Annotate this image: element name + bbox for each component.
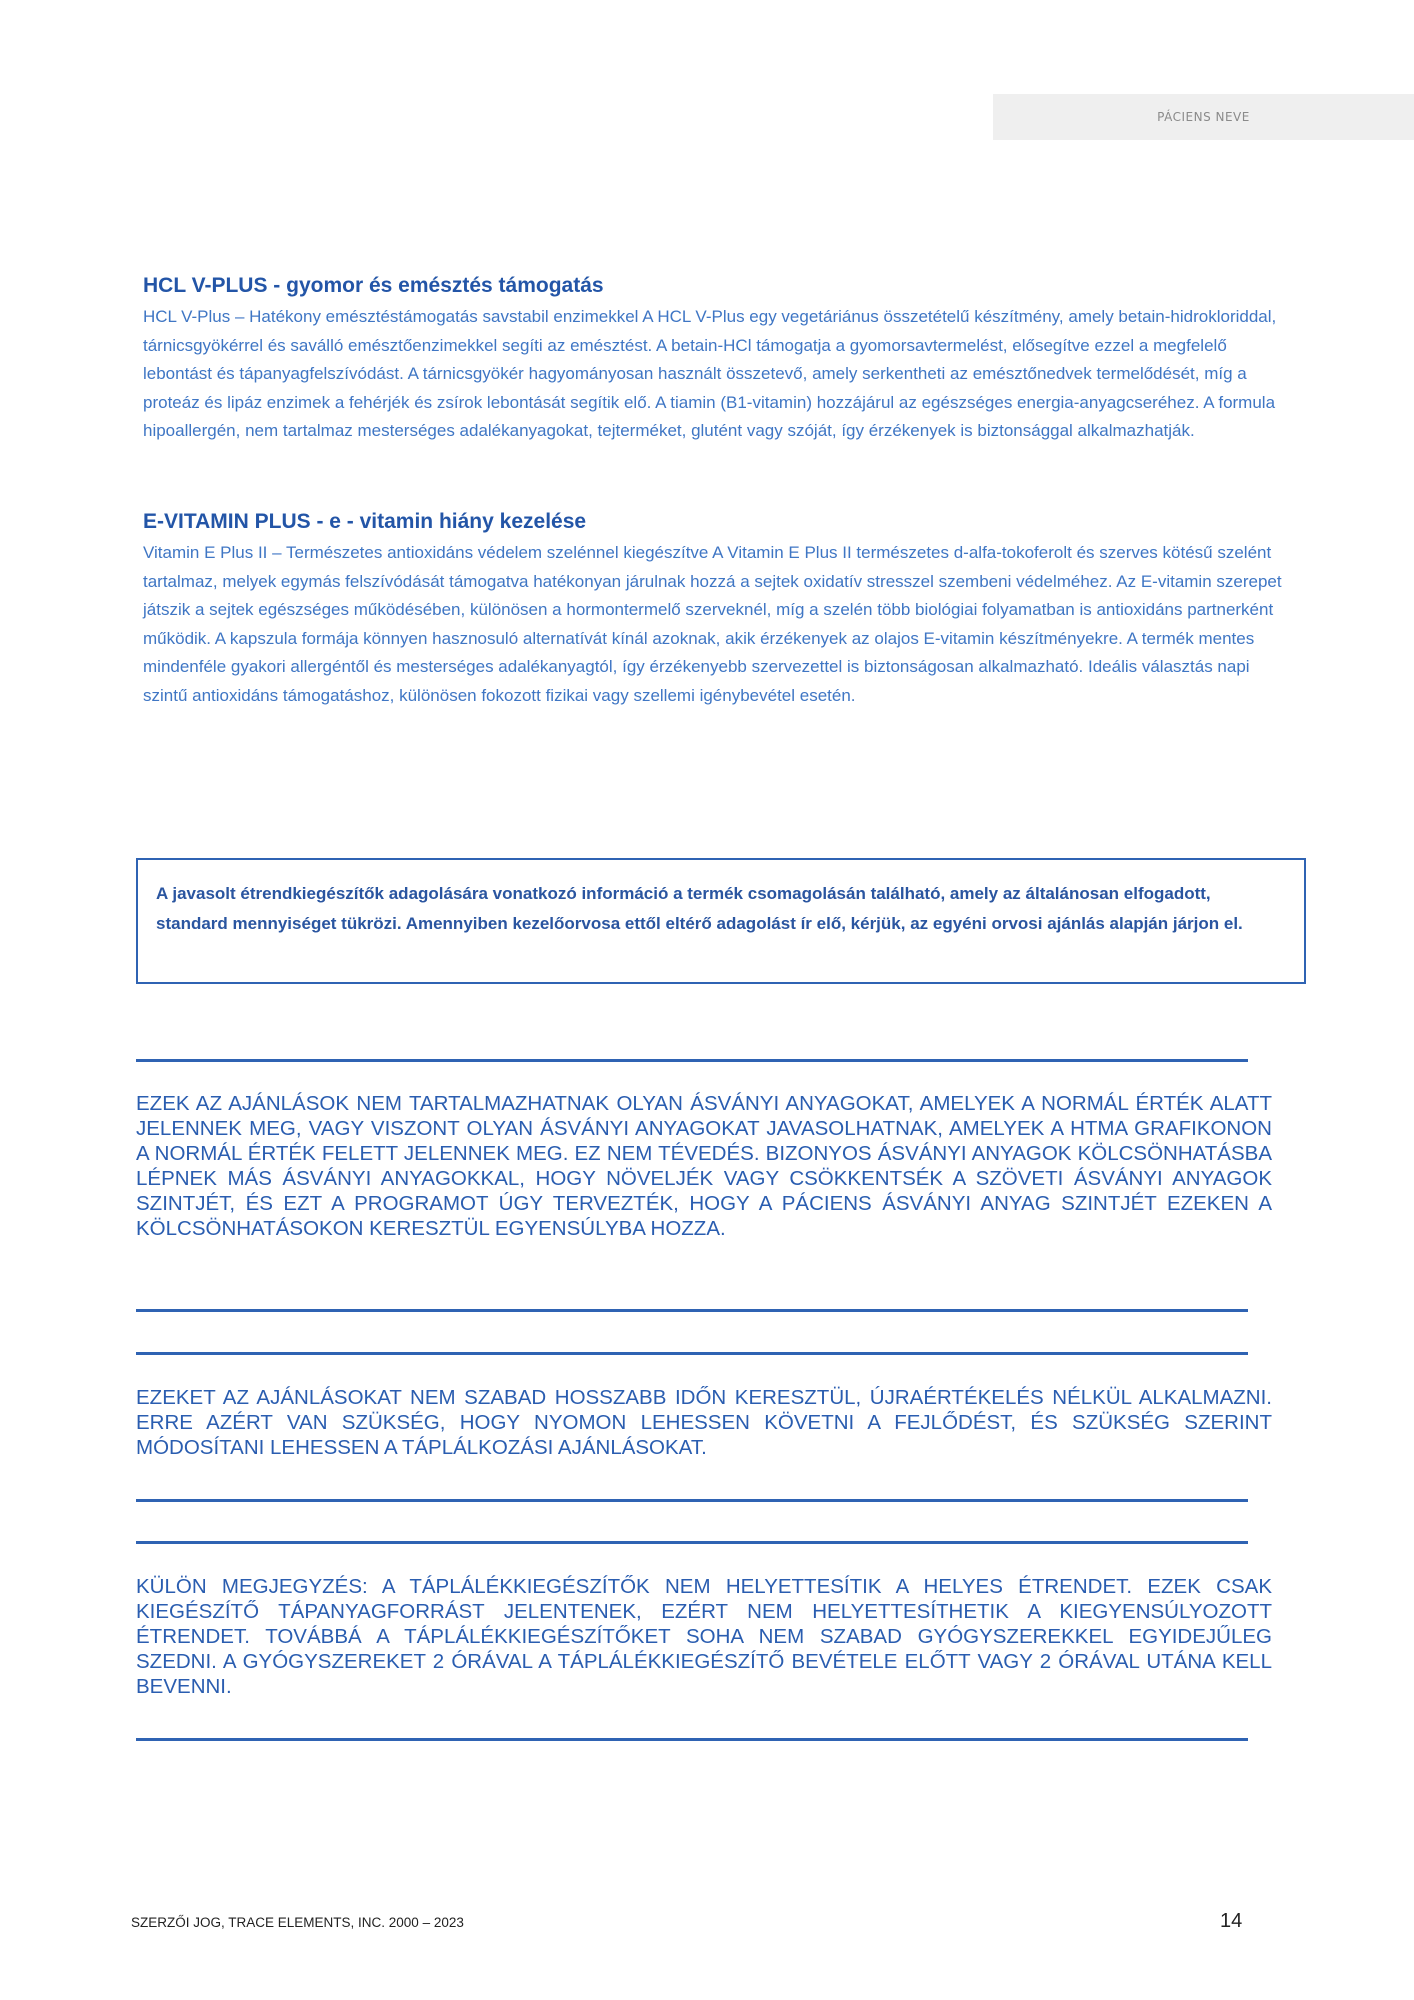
divider-line bbox=[136, 1352, 1248, 1355]
dosage-notice-text: A javasolt étrendkiegészítők adagolására vonatkozó információ a termék csomagolásán található, amely az általánosan elfogadott, standard mennyiséget tükrözi. Amennyiben kezelőorvosa ettől eltérő adagolást ír elő, kérjük, az egyéni orvosi ajánlás alapján járjon el. bbox=[156, 884, 1243, 933]
dosage-notice-box bbox=[136, 858, 1306, 984]
product-title: E-VITAMIN PLUS - e - vitamin hiány kezelése bbox=[143, 510, 587, 533]
page-number: 14 bbox=[1220, 1910, 1243, 1932]
product-description: Vitamin E Plus II – Természetes antioxidáns védelem szelénnel kiegészítve A Vitamin E Plus II természetes d-alfa-tokoferolt és szerves kötésű szelént tartalmaz, melyek egymás felszívódását támogatva hatékonyan járulnak hozzá a sejtek oxidatív stresszel szembeni védelméhez. Az E-vitamin szerepet játszik a sejtek egészséges működésében, különösen a hormontermelő szerveknél, míg a szelén több biológiai folyamatban is antioxidáns partnerként működik. A kapszula formája könnyen hasznosuló alternatívát kínál azoknak, akik érzékenyek az olajos E-vitamin készítményekre. A termék mentes mindenféle gyakori allergéntől és mesterséges adalékanyagtól, így érzékenyebb szervezettel is biztonságosan alkalmazható. Ideális választás napi szintű antioxidáns támogatáshoz, különösen fokozott fizikai vagy szellemi igénybevétel esetén. bbox=[143, 543, 1282, 705]
patient-name-label: PÁCIENS NEVE bbox=[993, 94, 1414, 140]
divider-line bbox=[136, 1541, 1248, 1544]
divider-line bbox=[136, 1499, 1248, 1502]
disclaimer-reevaluation: EZEKET AZ AJÁNLÁSOKAT NEM SZABAD HOSSZABB IDŐN KERESZTÜL, ÚJRAÉRTÉKELÉS NÉLKÜL ALKALMAZNI. ERRE AZÉRT VAN SZÜKSÉG, HOGY NYOMON LEHESSEN KÖVETNI A FEJLŐDÉST, ÉS SZÜKSÉG SZERINT MÓDOSÍTANI LEHESSEN A TÁPLÁLKOZÁSI AJÁNLÁSOKAT. bbox=[136, 1386, 1272, 1459]
divider-line bbox=[136, 1059, 1248, 1062]
copyright-notice: SZERZŐI JOG, TRACE ELEMENTS, INC. 2000 – 2023 bbox=[131, 1915, 464, 1930]
product-section-hcl-v-plus bbox=[143, 274, 1283, 446]
divider-line bbox=[136, 1309, 1248, 1312]
product-section-e-vitamin-plus bbox=[143, 510, 1283, 710]
product-title: HCL V-PLUS - gyomor és emésztés támogatás bbox=[143, 274, 604, 297]
divider-line bbox=[136, 1738, 1248, 1741]
disclaimer-htma-interactions: EZEK AZ AJÁNLÁSOK NEM TARTALMAZHATNAK OLYAN ÁSVÁNYI ANYAGOKAT, AMELYEK A NORMÁL ÉRTÉK ALATT JELENNEK MEG, VAGY VISZONT OLYAN ÁSVÁNYI ANYAGOKAT JAVASOLHATNAK, AMELYEK A HTMA GRAFIKONON A NORMÁL ÉRTÉK FELETT JELENNEK MEG. EZ NEM TÉVEDÉS. BIZONYOS ÁSVÁNYI ANYAGOK KÖLCSÖNHATÁSBA LÉPNEK MÁS ÁSVÁNYI ANYAGOKKAL, HOGY NÖVELJÉK VAGY CSÖKKENTSÉK A SZÖVETI ÁSVÁNYI ANYAGOK SZINTJÉT, ÉS EZT A PROGRAMOT ÚGY TERVEZTÉK, HOGY A PÁCIENS ÁSVÁNYI ANYAG SZINTJÉT EZEKEN A KÖLCSÖNHATÁSOKON KERESZTÜL EGYENSÚLYBA HOZZA. bbox=[136, 1092, 1272, 1240]
product-description: HCL V-Plus – Hatékony emésztéstámogatás savstabil enzimekkel A HCL V-Plus egy vegetáriánus összetételű készítmény, amely betain-hidrokloriddal, tárnicsgyökérrel és saválló emésztőenzimekkel segíti az emésztést. A betain-HCl támogatja a gyomorsavtermelést, elősegítve ezzel a megfelelő lebontást és tápanyagfelszívódást. A tárnicsgyökér hagyományosan használt összetevő, amely serkentheti az emésztőnedvek termelődését, míg a proteáz és lipáz enzimek a fehérjék és zsírok lebontását segítik elő. A tiamin (B1-vitamin) hozzájárul az egészséges energia-anyagcseréhez. A formula hipoallergén, nem tartalmaz mesterséges adalékanyagokat, tejterméket, glutént vagy szóját, így érzékenyek is biztonsággal alkalmazhatják. bbox=[143, 307, 1277, 440]
disclaimer-special-note: KÜLÖN MEGJEGYZÉS: A TÁPLÁLÉKKIEGÉSZÍTŐK NEM HELYETTESÍTIK A HELYES ÉTRENDET. EZEK CSAK KIEGÉSZÍTŐ TÁPANYAGFORRÁST JELENTENEK, EZÉRT NEM HELYETTESÍTHETIK A KIEGYENSÚLYOZOTT ÉTRENDET. TOVÁBBÁ A TÁPLÁLÉKKIEGÉSZÍTŐKET SOHA NEM SZABAD GYÓGYSZEREKKEL EGYIDEJŰLEG SZEDNI. A GYÓGYSZEREKET 2 ÓRÁVAL A TÁPLÁLÉKKIEGÉSZÍTŐ BEVÉTELE ELŐTT VAGY 2 ÓRÁVAL UTÁNA KELL BEVENNI. bbox=[136, 1575, 1272, 1698]
